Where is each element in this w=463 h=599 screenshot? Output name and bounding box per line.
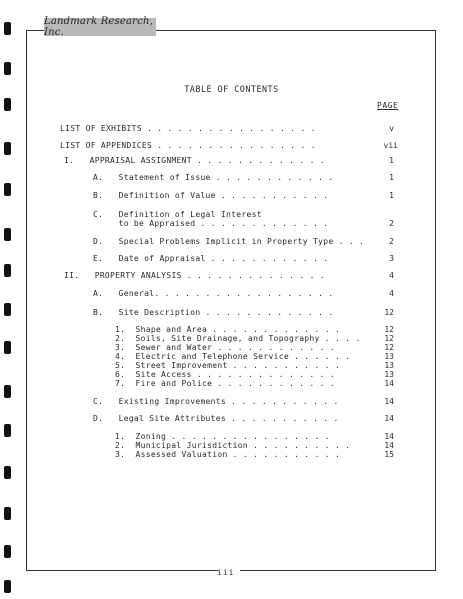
page-title: TABLE OF CONTENTS (184, 84, 279, 94)
binder-hole (4, 228, 11, 241)
toc-page-number: 4 (389, 289, 394, 298)
toc-page-number: 12 (384, 308, 394, 317)
toc-page-number: 14 (384, 379, 394, 388)
toc-page-number: 15 (384, 450, 394, 459)
toc-entry: C. Existing Improvements . . . . . . . . . . . (93, 397, 339, 406)
page-border-bottom-right (240, 570, 435, 571)
binder-hole (4, 507, 11, 520)
page-footer-number: iii (217, 568, 235, 577)
binder-hole (4, 303, 11, 316)
toc-entry: 1. Zoning . . . . . . . . . . . . . . . . (115, 432, 330, 441)
binder-hole (4, 142, 11, 155)
toc-page-number: 1 (389, 191, 394, 200)
toc-entry: D. Legal Site Attributes . . . . . . . . . . . (93, 414, 339, 423)
toc-entry: 4. Electric and Telephone Service . . . . . . (115, 352, 351, 361)
binder-hole (4, 62, 11, 75)
toc-page-number: vii (383, 141, 398, 150)
binder-hole (4, 341, 11, 354)
toc-entry: E. Date of Appraisal . . . . . . . . . . . . (93, 254, 329, 263)
toc-page-number: 13 (384, 352, 394, 361)
toc-entry: 6. Site Access . . . . . . . . . . . . . . (115, 370, 336, 379)
binder-hole (4, 385, 11, 398)
binder-hole (4, 22, 11, 35)
toc-page-number: 13 (384, 370, 394, 379)
toc-entry: 5. Street Improvement . . . . . . . . . . . (115, 361, 341, 370)
toc-page-number: 14 (384, 441, 394, 450)
toc-entry: 3. Sewer and Water . . . . . . . . . . . . (115, 343, 336, 352)
toc-entry: A. Statement of Issue . . . . . . . . . . . . (93, 173, 334, 182)
toc-page-number: 2 (389, 237, 394, 246)
toc-entry: II. PROPERTY ANALYSIS . . . . . . . . . . . . . . (64, 271, 325, 280)
company-logo: Landmark Research, Inc. (44, 18, 156, 36)
toc-page-number: 12 (384, 334, 394, 343)
toc-entry: LIST OF APPENDICES . . . . . . . . . . . . . . . . (60, 141, 316, 150)
toc-entry: 7. Fire and Police . . . . . . . . . . . . (115, 379, 336, 388)
toc-entry: I. APPRAISAL ASSIGNMENT . . . . . . . . . . . . . (64, 156, 325, 165)
toc-entry: 3. Assessed Valuation . . . . . . . . . . . (115, 450, 341, 459)
toc-entry: B. Site Description . . . . . . . . . . . . . (93, 308, 334, 317)
toc-page-number: 12 (384, 343, 394, 352)
binder-hole (4, 98, 11, 111)
toc-page-number: 2 (389, 219, 394, 228)
binder-hole (4, 466, 11, 479)
binder-hole (4, 424, 11, 437)
toc-entry: B. Definition of Value . . . . . . . . . . . (93, 191, 329, 200)
toc-entry: A. General. . . . . . . . . . . . . . . . . . (93, 289, 334, 298)
toc-page-number: 14 (384, 432, 394, 441)
toc-page-number: 12 (384, 325, 394, 334)
page-border-bottom-left (26, 570, 218, 571)
toc-entry: 2. Soils, Site Drainage, and Topography . . . . (115, 334, 361, 343)
toc-entry: C. Definition of Legal Interest (93, 210, 262, 219)
toc-entry: LIST OF EXHIBITS . . . . . . . . . . . . . . . . . (60, 124, 316, 133)
toc-page-number: 14 (384, 397, 394, 406)
toc-entry: D. Special Problems Implicit in Property Type . . . (93, 237, 365, 246)
binder-hole (4, 545, 11, 558)
toc-page-number: 14 (384, 414, 394, 423)
binder-hole (4, 183, 11, 196)
toc-page-number: 3 (389, 254, 394, 263)
page-column-header: PAGE (377, 101, 399, 110)
toc-page-number: 4 (389, 271, 394, 280)
binder-hole (4, 264, 11, 277)
page-border (26, 30, 436, 571)
toc-page-number: 13 (384, 361, 394, 370)
toc-entry: 2. Municipal Jurisdiction . . . . . . . . . . (115, 441, 351, 450)
binder-hole (4, 580, 11, 593)
toc-page-number: v (389, 124, 394, 133)
toc-page-number: 1 (389, 156, 394, 165)
toc-page-number: 1 (389, 173, 394, 182)
toc-entry: to be Appraised . . . . . . . . . . . . . (93, 219, 329, 228)
toc-entry: 1. Shape and Area . . . . . . . . . . . . . (115, 325, 341, 334)
